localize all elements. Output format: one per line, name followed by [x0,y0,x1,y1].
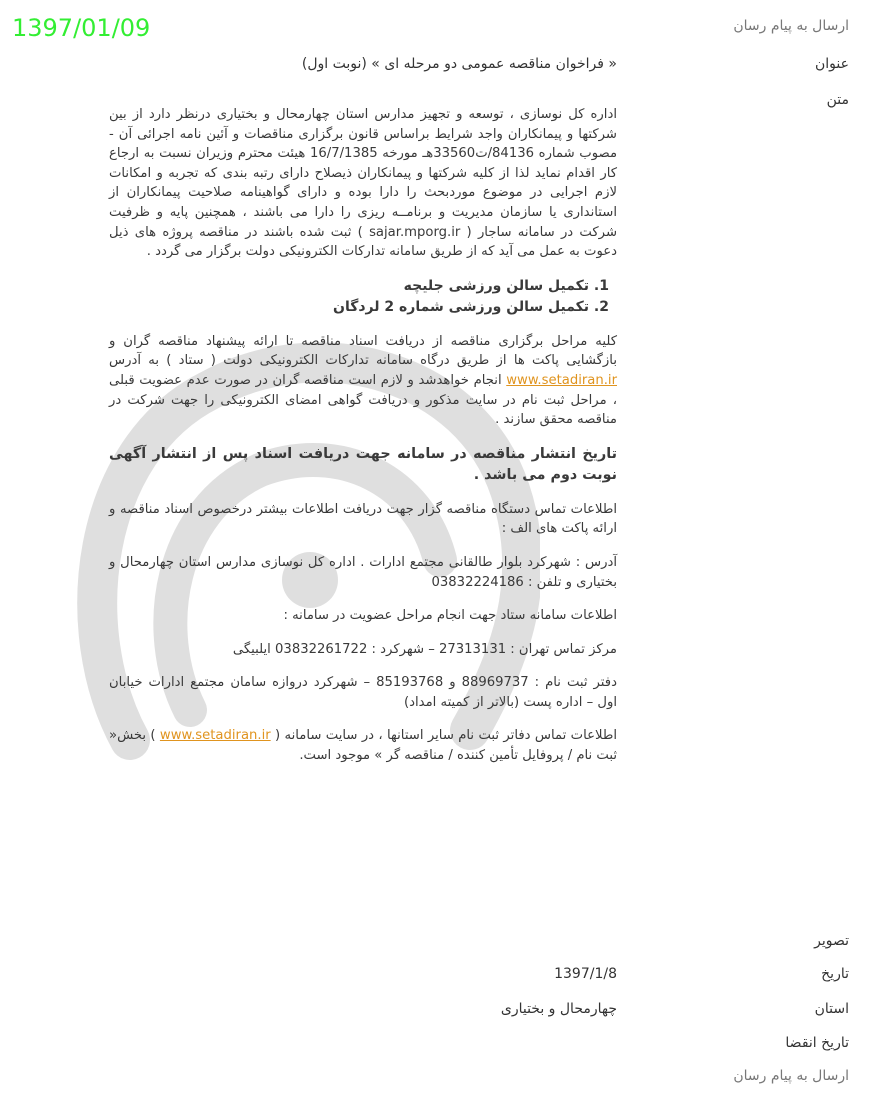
paragraph-text: کلیه مراحل برگزاری مناقصه از دریافت اسناد مناقصه تا ارائه پیشنهاد مناقصه گران و بازگشایی پاکت ها از طریق درگاه سامانه تدارکات الکترونیکی دولت ( ستاد ) به آدرس [109,333,617,369]
setadiran-link[interactable]: www.setadiran.ir [159,728,271,744]
date-label: تاریخ [821,966,849,982]
paragraph-procedure [109,332,617,430]
list-item: 2. تکمیل سالن ورزشی شماره 2 لردگان [109,297,589,318]
paragraph-other-provinces [109,726,617,765]
paragraph-setad-info: اطلاعات سامانه ستاد جهت انجام مراحل عضویت در سامانه : [283,608,617,624]
date-stamp: 1397/01/09 [12,14,151,42]
paragraph-registration-office: دفتر ثبت نام : 88969737 و 85193768 – شهرکرد دروازه سامان مجتمع ادارات خیابان اول – اداره پست (بالاتر از کمیته امداد) [109,675,617,710]
project-list [109,276,617,318]
paragraph-text: ) بخش« ثبت نام / پروفایل تأمین کننده / مناقصه گر » موجود است. [109,728,617,764]
paragraph-contact-info: اطلاعات تماس دستگاه مناقصه گزار جهت دریافت اطلاعات بیشتر درخصوص اسناد مناقصه و ارائه پاکت های الف : [109,501,617,537]
province-value: چهارمحال و بختیاری [500,1001,617,1017]
expiry-date-label: تاریخ انقضا [785,1035,849,1051]
paragraph-address: آدرس : شهرکرد بلوار طالقانی مجتمع ادارات . اداره کل نوسازی مدارس استان چهارمحال و بختیاری و تلفن : 03832224186 [109,554,617,590]
text-label: متن [826,92,849,108]
paragraph-text: اطلاعات تماس دفاتر ثبت نام سایر استانها ، در سایت سامانه ( [270,728,617,744]
paragraph-publish-date: تاریخ انتشار مناقصه در سامانه جهت دریافت اسناد پس از انتشار آگهی نوبت دوم می باشد . [109,445,617,483]
send-to-messenger-link[interactable]: ارسال به پیام رسان [733,1068,849,1084]
list-item: 1. تکمیل سالن ورزشی جلیچه [109,276,589,297]
date-value: 1397/1/8 [554,966,617,982]
paragraph-text: انجام خواهدشد و لازم است مناقصه گران در صورت عدم عضویت قبلی ، مراحل ثبت نام در سایت مذکور و دریافت گواهی امضای الکترونیکی را جهت شرکت در مناقصه محقق سازند . [109,372,617,428]
title-value: « فراخوان مناقصه عمومی دو مرحله ای » (نوبت اول) [301,56,617,72]
paragraph-intro: اداره کل نوسازی ، توسعه و تجهیز مدارس استان چهارمحال و بختیاری درنظر دارد از بین شرکتها و پیمانکاران واجد شرایط براساس قانون برگزاری مناقصات و آئین نامه اجرائی آن - مصوب شماره 84136/ت33560هـ مورخه 16/7/1385 هیئت محترم وزیران نسبت به ارجاع کار اقدام نماید لذا از کلیه شرکتها و پیمانکاران ذیصلاح دارای رتبه بندی که تجربه و امکانات لازم اجرایی در موضوع موردبحث را دارا بوده و دارای گواهینامه صلاحیت پیمانکاران از استانداری یا سازمان مدیریت و برنامــه ریزی را دارا می باشند ، همچنین پایه و ظرفیت شرکت در سامانه ساجار ( sajar.mporg.ir ) ثبت شده باشند در مناقصه پروژه های ذیل دعوت به عمل می آید که از طریق سامانه تدارکات الکترونیکی دولت برگزار می گردد . [109,107,618,260]
announcement-body [109,105,617,780]
paragraph-call-center: مرکز تماس تهران : 27313131 – شهرکرد : 03832261722 ایلبیگی [232,641,617,657]
send-to-messenger-link[interactable]: ارسال به پیام رسان [733,18,849,34]
title-label: عنوان [815,56,849,72]
image-label: تصویر [814,933,849,949]
province-label: استان [814,1001,849,1017]
setadiran-link[interactable]: www.setadiran.ir [506,372,617,388]
